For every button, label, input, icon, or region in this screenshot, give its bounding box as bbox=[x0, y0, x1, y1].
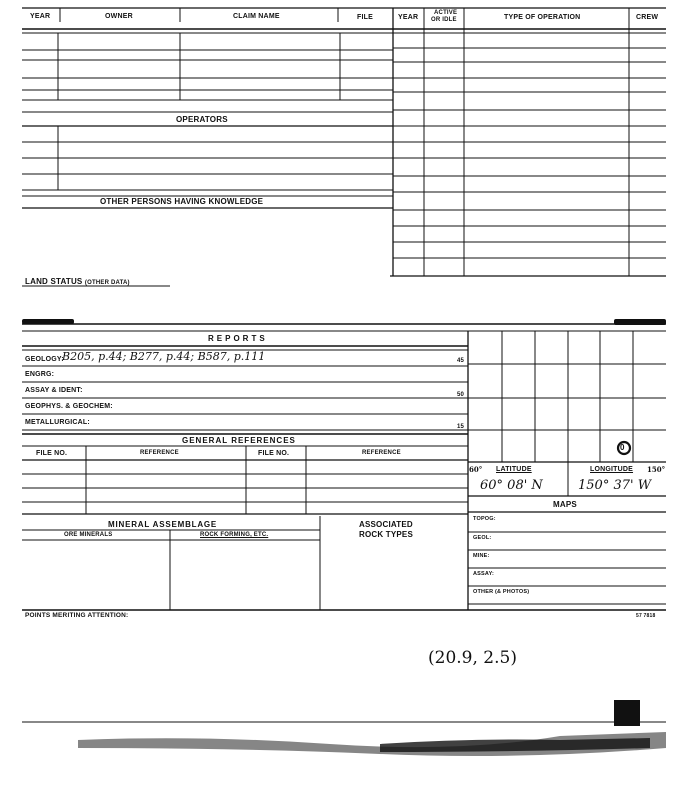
latitude-prefix: 60° bbox=[469, 465, 483, 474]
ref-header-file-no-2: FILE NO. bbox=[258, 450, 290, 457]
other-persons-label: OTHER PERSONS HAVING KNOWLEDGE bbox=[100, 197, 264, 206]
location-marker: 0 bbox=[620, 443, 625, 452]
assay-num: 50 bbox=[457, 392, 465, 398]
geology-label: GEOLOGY: bbox=[25, 356, 64, 363]
header-active: ACTIVE bbox=[434, 10, 458, 16]
rock-types-label: ROCK TYPES bbox=[359, 530, 414, 539]
land-status-label: LAND STATUS (OTHER DATA) bbox=[25, 277, 130, 286]
metallurgical-label: METALLURGICAL: bbox=[25, 419, 90, 426]
header-or-idle: OR IDLE bbox=[431, 17, 457, 23]
longitude-value: 150° 37' W bbox=[578, 478, 652, 493]
geophys-label: GEOPHYS. & GEOCHEM: bbox=[25, 403, 113, 410]
ref-header-file-no-1: FILE NO. bbox=[36, 450, 68, 457]
longitude-label: LONGITUDE bbox=[590, 466, 634, 473]
associated-label: ASSOCIATED bbox=[359, 520, 413, 529]
header-claim-name: CLAIM NAME bbox=[233, 13, 280, 20]
assay-ident-label: ASSAY & IDENT: bbox=[25, 387, 83, 394]
latitude-value: 60° 08' N bbox=[480, 478, 543, 493]
longitude-suffix: 150° bbox=[647, 465, 666, 474]
metallurgical-num: 15 bbox=[457, 424, 465, 430]
operators-label: OPERATORS bbox=[176, 115, 228, 124]
header-crew: CREW bbox=[636, 14, 659, 21]
header-file: FILE bbox=[357, 14, 373, 21]
geology-num: 45 bbox=[457, 358, 465, 364]
maps-assay: ASSAY: bbox=[473, 571, 495, 577]
engrg-label: ENGRG: bbox=[25, 371, 55, 378]
ref-header-reference-1: REFERENCE bbox=[140, 450, 179, 456]
ref-header-reference-2: REFERENCE bbox=[362, 450, 401, 456]
header-year: YEAR bbox=[30, 13, 51, 20]
general-references-title: GENERAL REFERENCES bbox=[182, 436, 296, 445]
rock-forming-label: ROCK FORMING, ETC. bbox=[200, 532, 269, 538]
maps-other: OTHER (& PHOTOS) bbox=[473, 589, 530, 595]
latitude-label: LATITUDE bbox=[496, 466, 532, 473]
maps-topog: TOPOG: bbox=[473, 516, 496, 522]
reports-title: REPORTS bbox=[208, 334, 268, 343]
ore-minerals-label: ORE MINERALS bbox=[64, 532, 113, 538]
maps-geol: GEOL: bbox=[473, 535, 492, 541]
points-meriting-attention-label: POINTS MERITING ATTENTION: bbox=[25, 612, 129, 619]
header-type-of-operation: TYPE OF OPERATION bbox=[504, 14, 581, 21]
geology-value: B205, p.44; B277, p.44; B587, p.111 bbox=[62, 350, 266, 363]
header-owner: OWNER bbox=[105, 13, 133, 20]
form-number: 57 7818 bbox=[636, 613, 656, 619]
header-year-2: YEAR bbox=[398, 14, 419, 21]
maps-mine: MINE: bbox=[473, 553, 490, 559]
maps-title: MAPS bbox=[553, 500, 577, 509]
handwritten-coordinates: (20.9, 2.5) bbox=[428, 648, 517, 668]
mineral-assemblage-title: MINERAL ASSEMBLAGE bbox=[108, 520, 218, 529]
